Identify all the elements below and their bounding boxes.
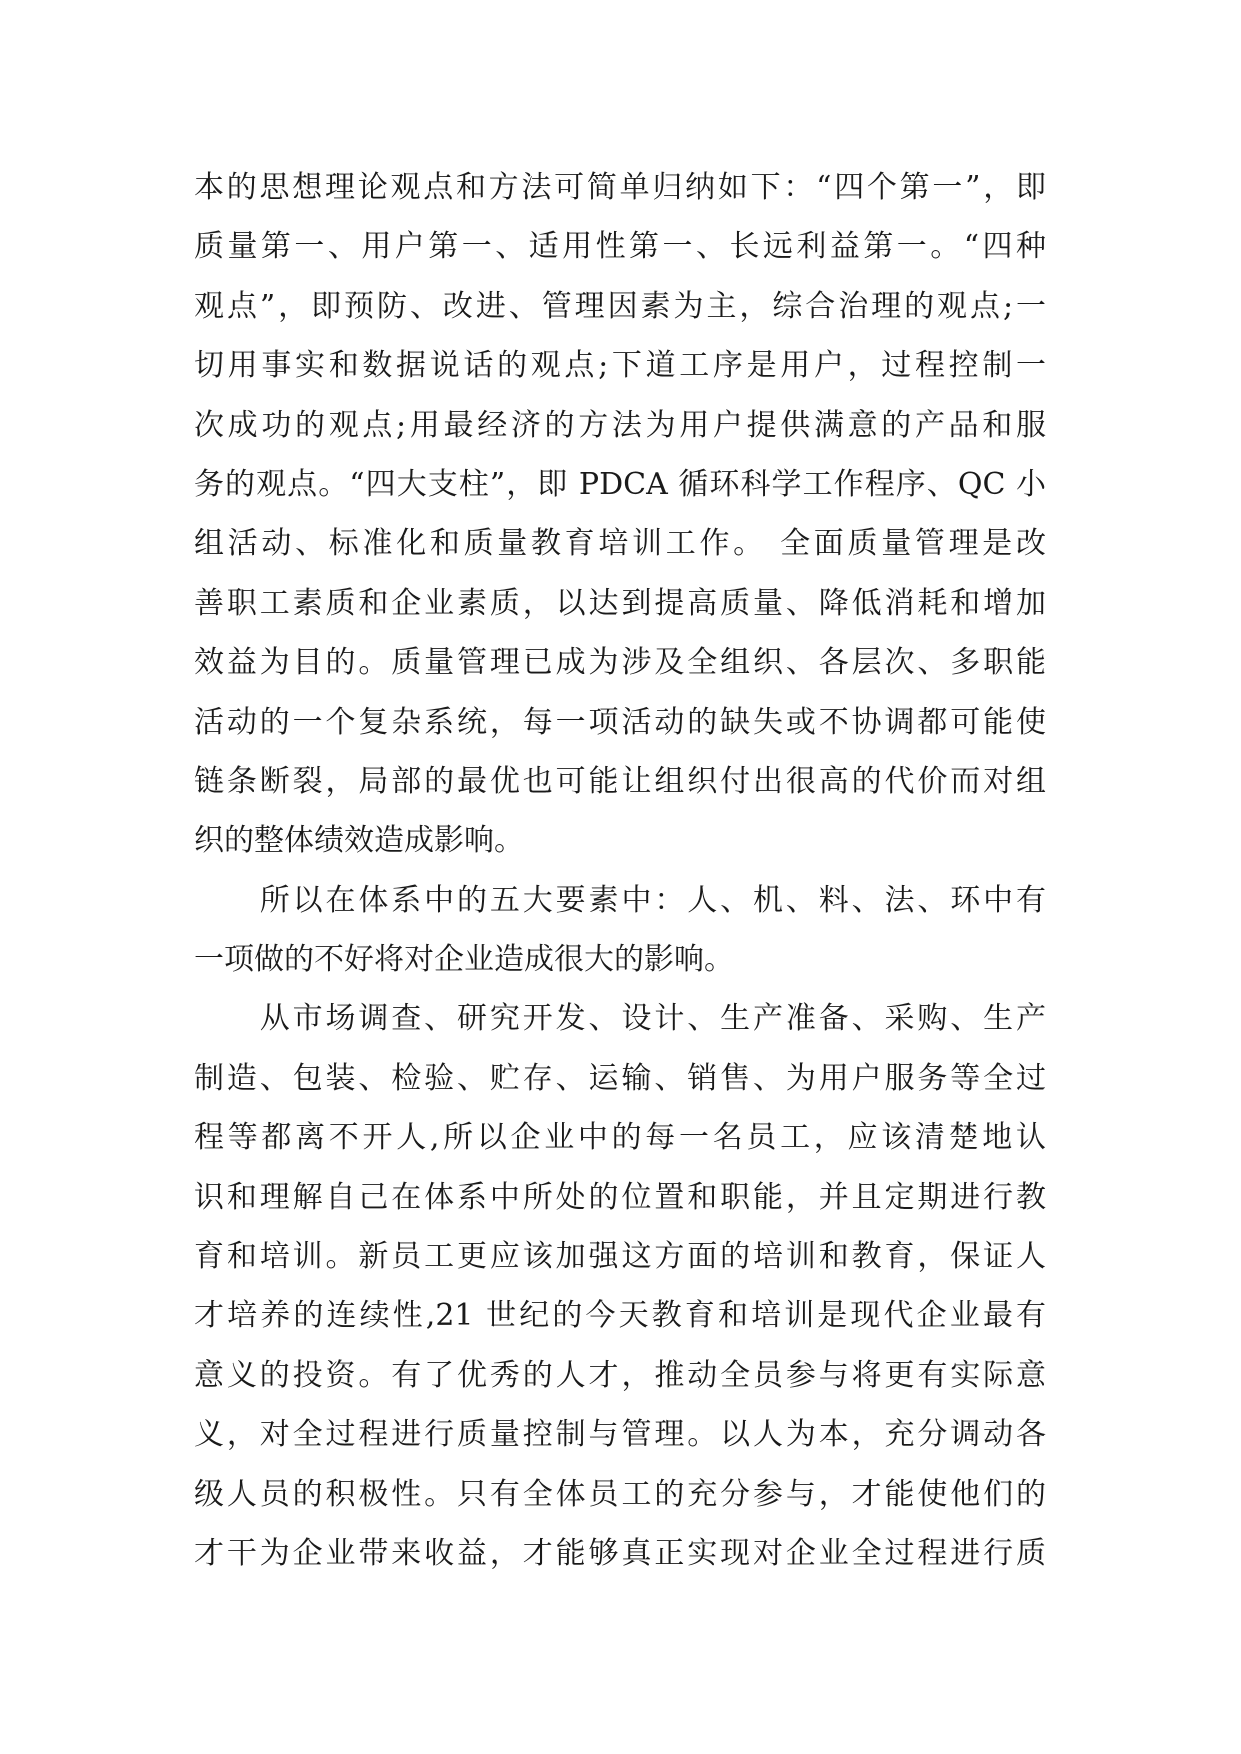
text-line: 识和理解自己在体系中所处的位置和职能，并且定期进行教 [194,1179,1046,1215]
text-line: 意义的投资。有了优秀的人才，推动全员参与将更有实际意 [194,1357,1046,1393]
paragraph-five-elements [194,871,1046,990]
text-line: 才干为企业带来收益，才能够真正实现对企业全过程进行质 [194,1535,1046,1571]
text-line: 才培养的连续性,21 世纪的今天教育和培训是现代企业最有 [194,1298,1046,1334]
text-line: 善职工素质和企业素质，以达到提高质量、降低消耗和增加 [194,585,1046,621]
body-text [194,158,1046,1583]
text-line: 观点”，即预防、改进、管理因素为主，综合治理的观点;一 [194,288,1046,324]
text-line: 效益为目的。质量管理已成为涉及全组织、各层次、多职能 [194,645,1046,681]
text-line: 质量第一、用户第一、适用性第一、长远利益第一。“四种 [194,229,1046,265]
text-line: 组活动、标准化和质量教育培训工作。 全面质量管理是改 [194,526,1046,562]
text-line: 链条断裂，局部的最优也可能让组织付出很高的代价而对组 [194,763,1046,799]
text-line: 本的思想理论观点和方法可简单归纳如下：“四个第一”，即 [194,170,1046,205]
text-line: 织的整体绩效造成影响。 [194,823,524,859]
paragraph-quality-management-concepts [194,158,1046,871]
text-line: 务的观点。“四大支柱”，即 PDCA 循环科学工作程序、QC 小 [194,466,1046,502]
text-line: 义，对全过程进行质量控制与管理。以人为本，充分调动各 [194,1417,1046,1453]
text-line: 育和培训。新员工更应该加强这方面的培训和教育，保证人 [194,1239,1046,1275]
text-line: 一项做的不好将对企业造成很大的影响。 [194,942,734,978]
text-line: 从市场调查、研究开发、设计、生产准备、采购、生产 [194,1001,1046,1037]
text-line: 切用事实和数据说话的观点;下道工序是用户，过程控制一 [194,348,1046,384]
text-line: 级人员的积极性。只有全体员工的充分参与，才能使他们的 [194,1476,1046,1512]
text-line: 活动的一个复杂系统，每一项活动的缺失或不协调都可能使 [194,704,1046,740]
text-line: 次成功的观点;用最经济的方法为用户提供满意的产品和服 [194,407,1046,443]
text-line: 程等都离不开人,所以企业中的每一名员工，应该清楚地认 [194,1120,1046,1156]
text-line: 所以在体系中的五大要素中：人、机、料、法、环中有 [194,882,1046,918]
paragraph-staff-training [194,989,1046,1583]
text-line: 制造、包装、检验、贮存、运输、销售、为用户服务等全过 [194,1060,1046,1096]
